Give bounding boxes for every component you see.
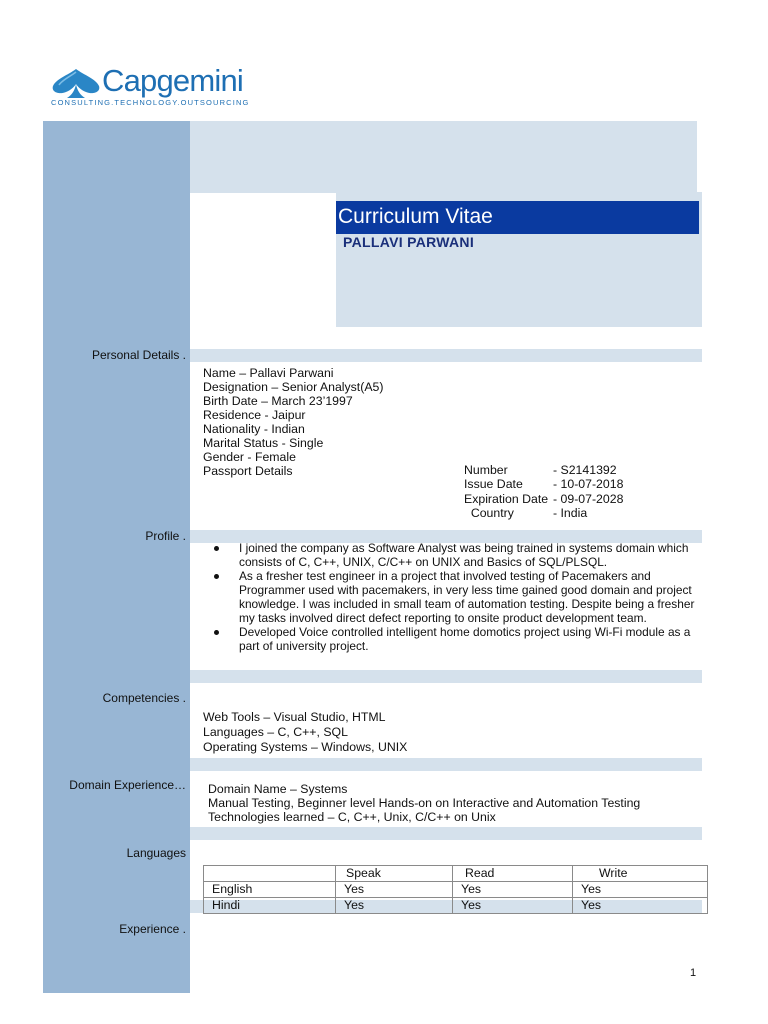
competencies-block: [203, 710, 407, 755]
section-divider: [190, 827, 702, 840]
passport-key: Country: [464, 505, 514, 520]
table-cell: Hindi: [204, 898, 336, 914]
section-divider: [190, 349, 702, 362]
table-cell: English: [204, 882, 336, 898]
section-label-languages: Languages: [126, 846, 186, 860]
profile-text: I joined the company as Software Analyst was being trained in systems domain which consists of C, C++, UNIX, C/C++ on UNIX and Basics of SQL/PLSQL.: [239, 541, 689, 569]
passport-value: - 09-07-2028: [553, 491, 624, 506]
bullet-icon: [214, 546, 219, 551]
detail-line: Gender - Female: [203, 450, 296, 464]
competency-line: Operating Systems – Windows, UNIX: [203, 740, 408, 754]
profile-item: [211, 625, 705, 653]
sidebar-band: [43, 121, 190, 993]
table-header-row: [204, 866, 708, 882]
profile-text: Developed Voice controlled intelligent home domotics project using Wi-Fi module as a part of university project.: [239, 625, 691, 653]
competency-line: Languages – C, C++, SQL: [203, 725, 348, 739]
passport-key: Expiration Date: [464, 491, 549, 506]
bullet-icon: [214, 630, 219, 635]
domain-line: Domain Name – Systems: [208, 782, 348, 796]
table-header: Speak: [336, 866, 453, 882]
domain-line: Technologies learned – C, C++, Unix, C/C++ on Unix: [208, 810, 496, 824]
passport-key: Number: [464, 463, 508, 477]
domain-line: Manual Testing, Beginner level Hands-on on Interactive and Automation Testing: [208, 796, 641, 810]
section-label-experience: Experience .: [119, 922, 186, 936]
profile-text: As a fresher test engineer in a project that involved testing of Pacemakers and Programmer used with pacemakers, in very less time gained good domain and project knowledge. I was included in small team of automation testing. Despite being a fresher my tasks involved direct defect reporting to onsite product development team.: [239, 569, 695, 625]
detail-line: Designation – Senior Analyst(A5): [203, 380, 384, 394]
table-cell: [204, 866, 336, 882]
table-cell: Yes: [573, 882, 708, 898]
detail-line: Passport Details: [203, 464, 293, 478]
profile-item: [211, 569, 705, 625]
page-number: 1: [690, 967, 697, 979]
detail-line: Marital Status - Single: [203, 436, 324, 450]
candidate-name: PALLAVI PARWANI: [343, 234, 475, 250]
logo-tagline: CONSULTING.TECHNOLOGY.OUTSOURCING: [51, 98, 250, 107]
table-cell: Yes: [453, 882, 573, 898]
header-band: [190, 121, 697, 193]
detail-line: Residence - Jaipur: [203, 408, 306, 422]
capgemini-logo: [50, 62, 250, 112]
table-cell: Yes: [453, 898, 573, 914]
section-label-personal: Personal Details .: [91, 348, 186, 362]
passport-key: Issue Date: [464, 477, 523, 492]
spade-icon: [50, 66, 102, 100]
document-title: Curriculum Vitae: [338, 205, 493, 228]
personal-details: [203, 366, 383, 478]
table-cell: Yes: [336, 882, 453, 898]
detail-line: Birth Date – March 23’1997: [203, 394, 353, 408]
logo-wordmark: Capgemini: [102, 63, 243, 98]
passport-value: - 10-07-2018: [553, 477, 624, 492]
detail-line: Name – Pallavi Parwani: [203, 366, 334, 380]
section-divider: [190, 758, 702, 771]
profile-item: [211, 541, 705, 569]
detail-line: Nationality - Indian: [203, 422, 305, 436]
table-row: [204, 898, 708, 914]
table-row: [204, 882, 708, 898]
table-header: Read: [453, 866, 573, 882]
table-cell: Yes: [573, 898, 708, 914]
competency-line: Web Tools – Visual Studio, HTML: [203, 710, 386, 724]
section-label-profile: Profile .: [145, 529, 186, 543]
bullet-icon: [214, 574, 219, 579]
domain-block: [208, 782, 640, 824]
table-cell: Yes: [336, 898, 453, 914]
section-divider: [190, 670, 702, 683]
languages-table: [203, 865, 708, 914]
section-label-competencies: Competencies .: [102, 691, 186, 705]
table-header: Write: [573, 866, 708, 882]
passport-value: - S2141392: [553, 463, 617, 477]
passport-value: - India: [553, 505, 588, 520]
profile-list: [211, 541, 705, 653]
section-label-domain: Domain Experience…: [69, 778, 186, 792]
